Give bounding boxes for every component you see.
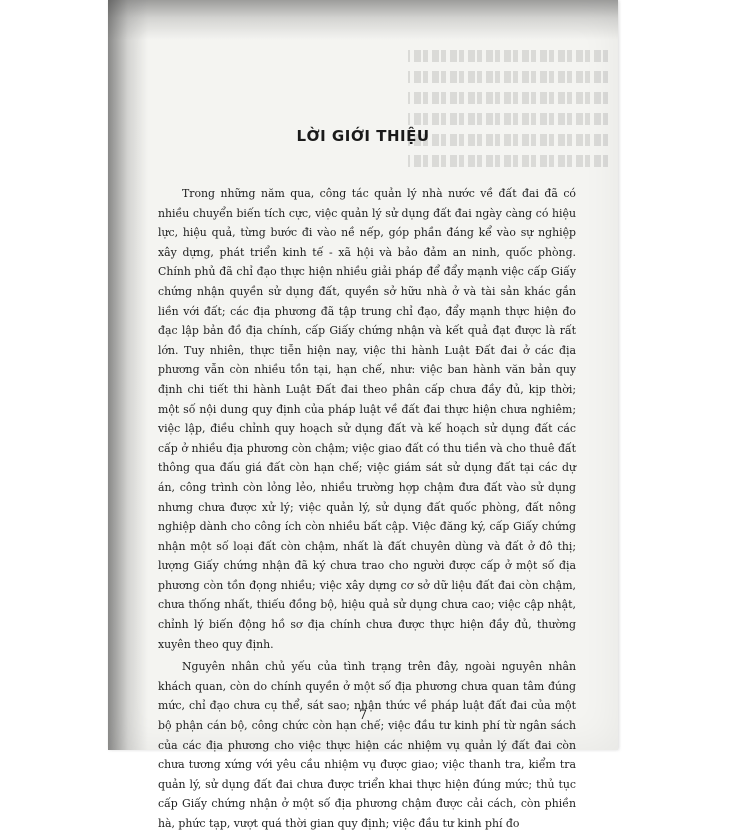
body-text [158, 184, 576, 834]
page-number: 7 [358, 708, 368, 723]
paragraph: Trong những năm qua, công tác quản lý nhà nước về đất đai đã có nhiều chuyển biến tích cực, việc quản lý sử dụng đất đai ngày càng có hiệu lực, hiệu quả, từng bước đi vào nề nếp, góp phần đáng kể vào sự nghiệp xây dựng, phát triển kinh tế - xã hội và bảo đảm an ninh, quốc phòng. Chính phủ đã chỉ đạo thực hiện nhiều giải pháp để đẩy mạnh việc cấp Giấy chứng nhận quyền sử dụng đất, quyền sở hữu nhà ở và tài sản khác gắn liền với đất; các địa phương đã tập trung chỉ đạo, đẩy mạnh thực hiện đo đạc lập bản đồ địa chính, cấp Giấy chứng nhận và kết quả đạt được là rất lớn. Tuy nhiên, thực tiễn hiện nay, việc thi hành Luật Đất đai ở các địa phương vẫn còn nhiều tồn tại, hạn chế, như: việc ban hành văn bản quy định chi tiết thi hành Luật Đất đai theo phân cấp chưa đầy đủ, kịp thời; một số nội dung quy định của pháp luật về đất đai thực hiện chưa nghiêm; việc lập, điều chỉnh quy hoạch sử dụng đất và kế hoạch sử dụng đất các cấp ở nhiều địa phương còn chậm; việc giao đất có thu tiền và cho thuê đất thông qua đấu giá đất còn hạn chế; việc giám sát sử dụng đất tại các dự án, công trình còn lỏng lẻo, nhiều trường hợp chậm đưa đất vào sử dụng nhưng chưa được xử lý; việc quản lý, sử dụng đất quốc phòng, đất nông nghiệp dành cho công ích còn nhiều bất cập. Việc đăng ký, cấp Giấy chứng nhận một số loại đất còn chậm, nhất là đất chuyên dùng và đất ở đô thị; lượng Giấy chứng nhận đã ký chưa trao cho người được cấp ở một số địa phương còn tồn đọng nhiều; việc xây dựng cơ sở dữ liệu đất đai còn chậm, chưa thống nhất, thiếu đồng bộ, hiệu quả sử dụng chưa cao; việc cập nhật, chỉnh lý biến động hồ sơ địa chính chưa được thực hiện đầy đủ, thường xuyên theo quy định. [158, 187, 576, 651]
show-through-text [408, 50, 608, 200]
page-gutter-shadow [108, 0, 148, 750]
paragraph: Nguyên nhân chủ yếu của tình trạng trên đây, ngoài nguyên nhân khách quan, còn do chính quyền ở một số địa phương chưa quan tâm đúng mức, chỉ đạo chưa cụ thể, sát sao; nhận thức về pháp luật đất đai của một bộ phận cán bộ, công chức còn hạn chế; việc đầu tư kinh phí từ ngân sách của các địa phương cho việc thực hiện các nhiệm vụ quản lý đất đai còn chưa tương xứng với yêu cầu nhiệm vụ được giao; việc thanh tra, kiểm tra quản lý, sử dụng đất đai chưa được triển khai thực hiện đúng mức; thủ tục cấp Giấy chứng nhận ở một số địa phương chậm được cải cách, còn phiền hà, phức tạp, vượt quá thời gian quy định; việc đầu tư kinh phí đo [158, 660, 576, 830]
book-page [108, 0, 618, 830]
page-top-shadow [108, 0, 618, 40]
page-title: LỜI GIỚI THIỆU [296, 127, 430, 145]
